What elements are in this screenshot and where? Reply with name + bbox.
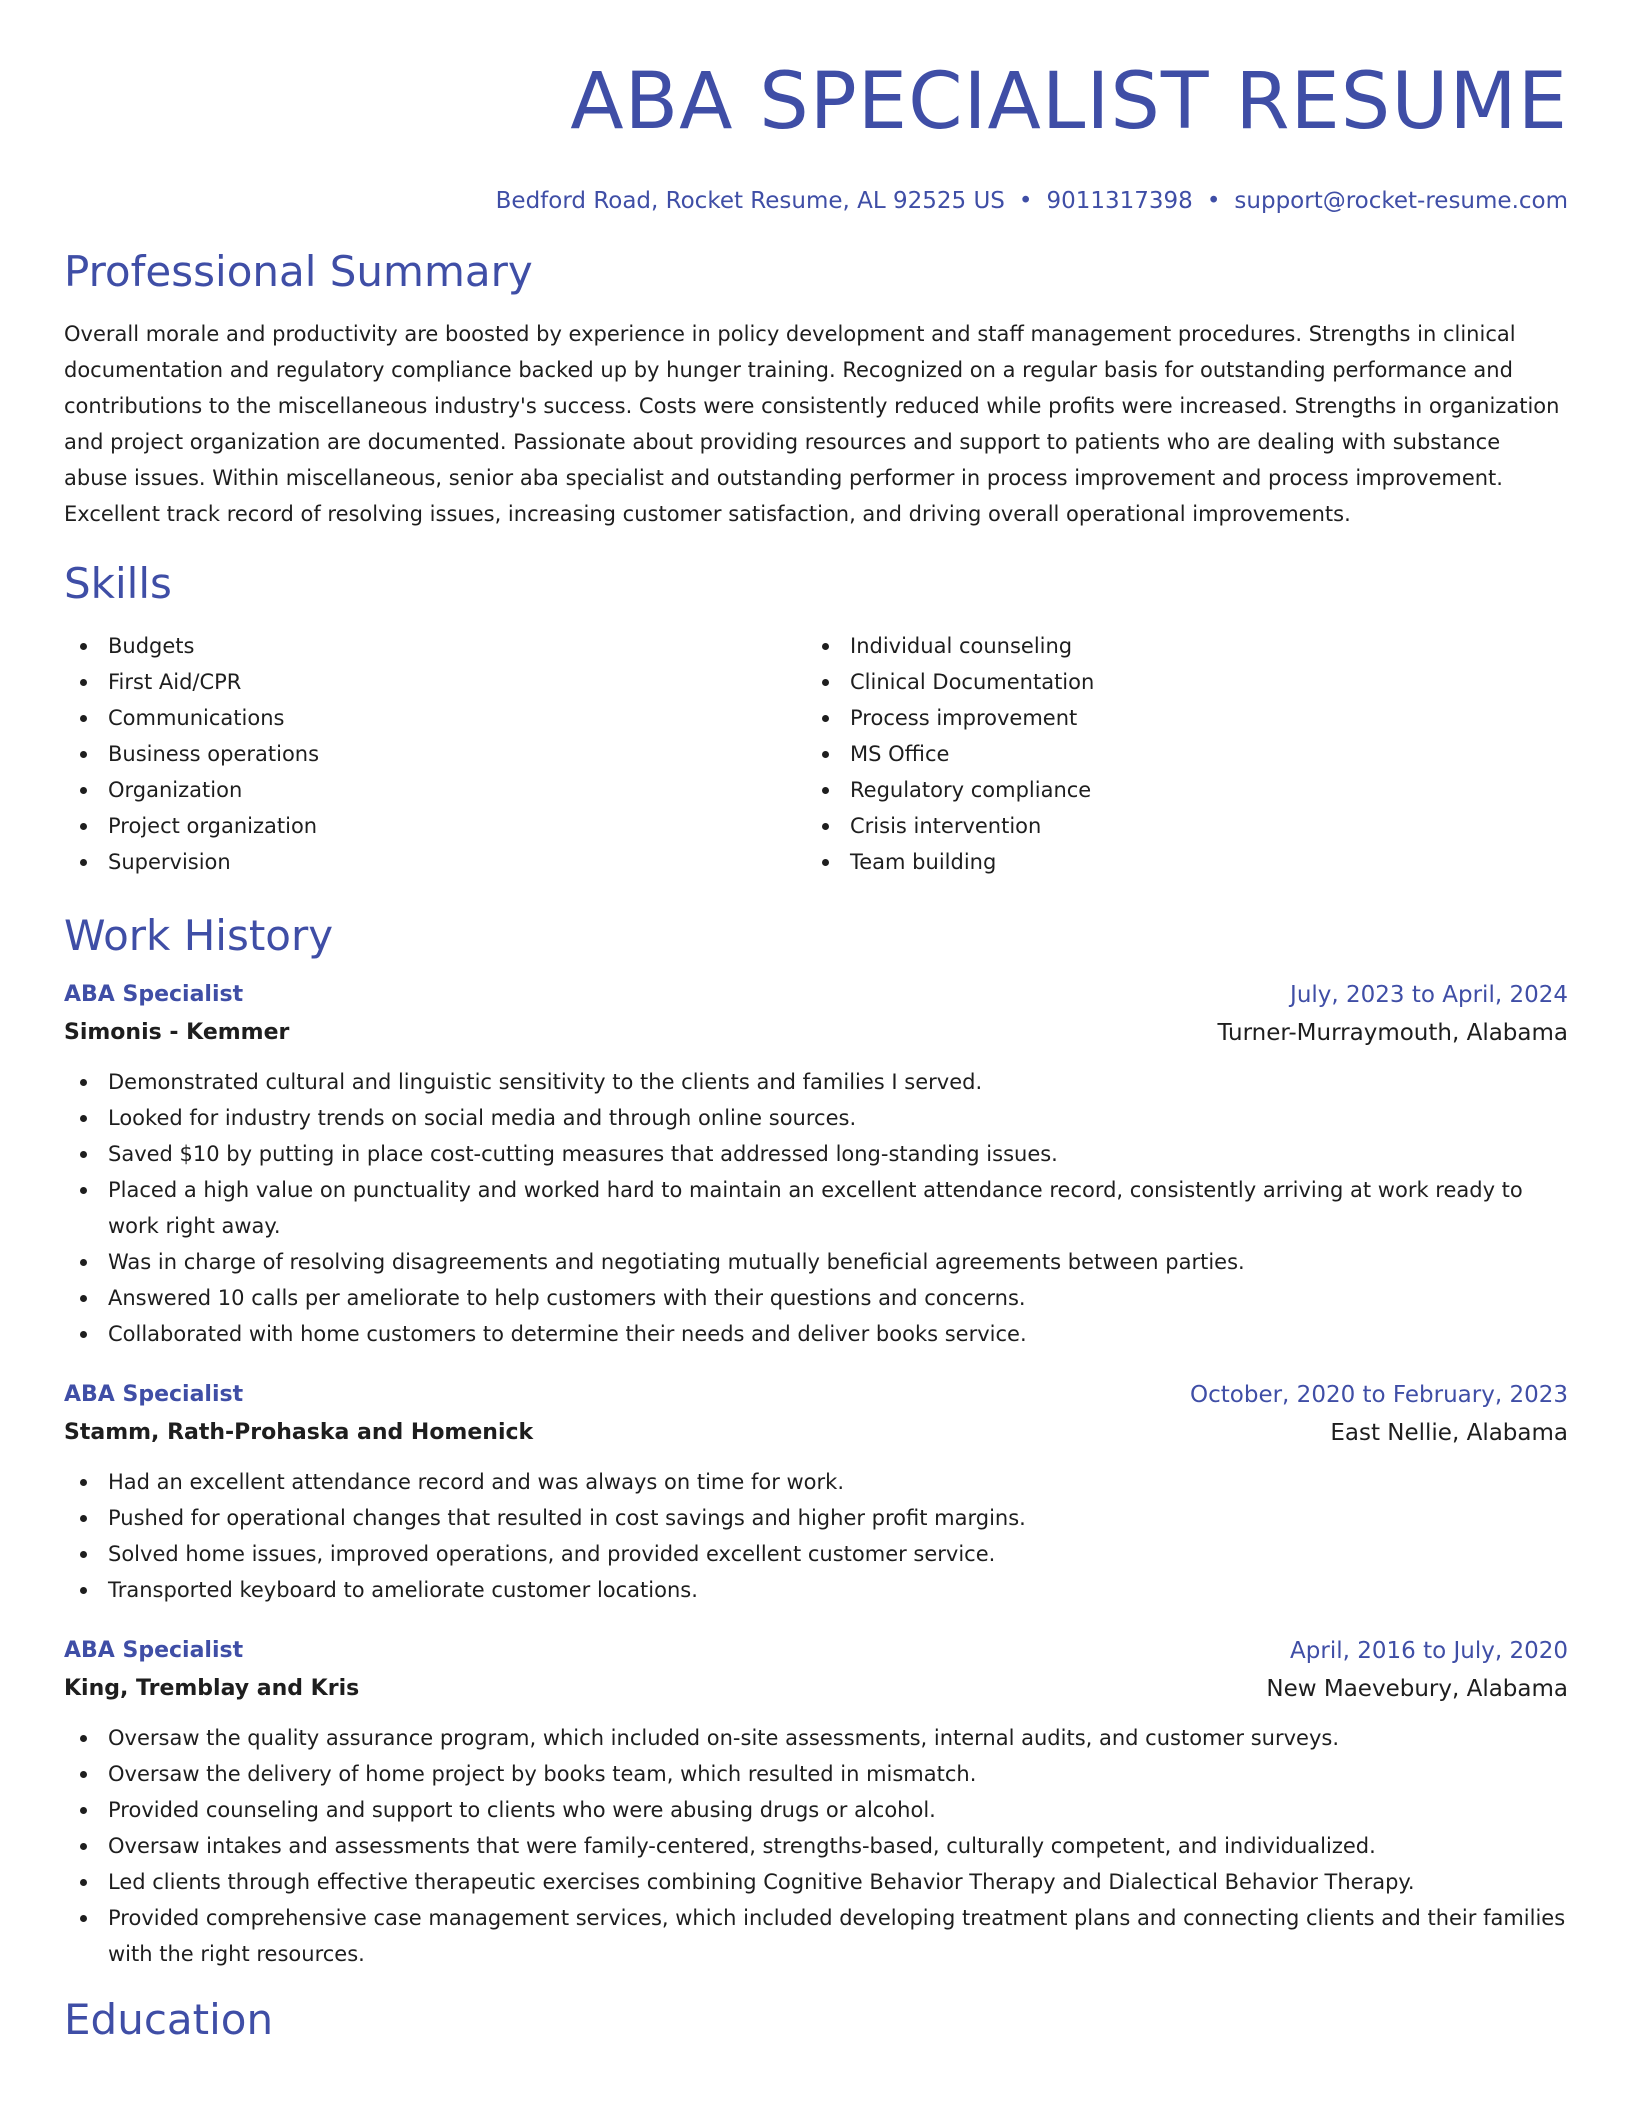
- duty-item: Collaborated with home customers to determine their needs and deliver books service.: [64, 1316, 1568, 1352]
- job-company: Stamm, Rath-Prohaska and Homenick: [64, 1420, 534, 1445]
- skill-item: Individual counseling: [806, 628, 1568, 664]
- job-duties: [64, 1464, 1568, 1608]
- duty-item: Oversaw the quality assurance program, which included on-site assessments, internal audits, and customer surveys.: [64, 1720, 1568, 1756]
- skills-heading: Skills: [64, 559, 172, 608]
- work-history-section: [64, 910, 1568, 1972]
- skill-item: Team building: [806, 844, 1568, 880]
- job-duties: [64, 1720, 1568, 1972]
- job-location: East Nellie, Alabama: [1330, 1420, 1568, 1446]
- resume-page: [64, 0, 1568, 2046]
- job-company-row: [64, 1670, 1568, 1708]
- skill-item: Organization: [64, 772, 806, 808]
- summary-text: Overall morale and productivity are boosted by experience in policy development and staff management procedures. Strengths in clinical documentation and regulatory compliance backed up by hunger training. Recognized on a regular basis for outstanding performance and contributions to the miscellaneous industry's success. Costs were consistently reduced while profits were increased. Strengths in organization and project organization are documented. Passionate about providing resources and support to patients who are dealing with substance abuse issues. Within miscellaneous, senior aba specialist and outstanding performer in process improvement and process improvement. Excellent track record of resolving issues, increasing customer satisfaction, and driving overall operational improvements.: [64, 322, 1560, 526]
- job-title: ABA Specialist: [64, 1382, 244, 1407]
- skill-item: Communications: [64, 700, 806, 736]
- job-location: Turner-Murraymouth, Alabama: [1217, 1020, 1568, 1046]
- contact-address: Bedford Road, Rocket Resume, AL 92525 US: [495, 188, 1005, 214]
- duty-item: Demonstrated cultural and linguistic sensitivity to the clients and families I served.: [64, 1064, 1568, 1100]
- duty-item: Oversaw intakes and assessments that were family-centered, strengths-based, culturally competent, and individualized.: [64, 1828, 1568, 1864]
- job-company: Simonis - Kemmer: [64, 1020, 290, 1045]
- duty-item: Oversaw the delivery of home project by books team, which resulted in mismatch.: [64, 1756, 1568, 1792]
- skill-item: MS Office: [806, 736, 1568, 772]
- work-history-heading: Work History: [64, 911, 334, 960]
- duty-item: Pushed for operational changes that resulted in cost savings and higher profit margins.: [64, 1500, 1568, 1536]
- skill-item: Business operations: [64, 736, 806, 772]
- job-entry: [64, 976, 1568, 1352]
- skill-item: Budgets: [64, 628, 806, 664]
- summary-section: [64, 246, 1568, 532]
- summary-heading: Professional Summary: [64, 247, 533, 296]
- duty-item: Answered 10 calls per ameliorate to help customers with their questions and concerns.: [64, 1280, 1568, 1316]
- duty-item: Led clients through effective therapeutic exercises combining Cognitive Behavior Therapy and Dialectical Behavior Therapy.: [64, 1864, 1568, 1900]
- resume-header: [64, 52, 1568, 216]
- skill-item: First Aid/CPR: [64, 664, 806, 700]
- skills-list-right: [806, 628, 1568, 880]
- job-location: New Maevebury, Alabama: [1266, 1676, 1568, 1702]
- duty-item: Provided comprehensive case management services, which included developing treatment plans and connecting clients and their families with the right resources.: [64, 1900, 1568, 1972]
- skills-list-left: [64, 628, 806, 880]
- job-entry: [64, 1376, 1568, 1608]
- job-company-row: [64, 1414, 1568, 1452]
- duty-item: Was in charge of resolving disagreements and negotiating mutually beneficial agreements between parties.: [64, 1244, 1568, 1280]
- skill-item: Crisis intervention: [806, 808, 1568, 844]
- skill-item: Clinical Documentation: [806, 664, 1568, 700]
- contact-email: support@rocket-resume.com: [1234, 188, 1568, 214]
- contact-separator: •: [1206, 188, 1221, 214]
- contact-separator: •: [1018, 188, 1033, 214]
- job-dates: October, 2020 to February, 2023: [1190, 1382, 1568, 1408]
- duty-item: Solved home issues, improved operations, and provided excellent customer service.: [64, 1536, 1568, 1572]
- skills-section: [64, 558, 1568, 880]
- job-company: King, Tremblay and Kris: [64, 1676, 360, 1701]
- duty-item: Had an excellent attendance record and was always on time for work.: [64, 1464, 1568, 1500]
- education-heading: Education: [64, 1995, 274, 2044]
- duty-item: Provided counseling and support to clients who were abusing drugs or alcohol.: [64, 1792, 1568, 1828]
- contact-line: [64, 186, 1568, 216]
- skill-item: Regulatory compliance: [806, 772, 1568, 808]
- job-duties: [64, 1064, 1568, 1352]
- job-dates: April, 2016 to July, 2020: [1290, 1638, 1568, 1664]
- skill-item: Process improvement: [806, 700, 1568, 736]
- duty-item: Looked for industry trends on social media and through online sources.: [64, 1100, 1568, 1136]
- contact-phone: 9011317398: [1046, 188, 1193, 214]
- duty-item: Placed a high value on punctuality and worked hard to maintain an excellent attendance record, consistently arriving at work ready to work right away.: [64, 1172, 1568, 1244]
- skills-grid: [64, 628, 1568, 880]
- skill-item: Project organization: [64, 808, 806, 844]
- education-section: [64, 1994, 1568, 2046]
- job-entry: [64, 1632, 1568, 1972]
- job-title: ABA Specialist: [64, 1638, 244, 1663]
- job-title-row: [64, 1632, 1568, 1670]
- duty-item: Saved $10 by putting in place cost-cutting measures that addressed long-standing issues.: [64, 1136, 1568, 1172]
- job-dates: July, 2023 to April, 2024: [1290, 982, 1568, 1008]
- document-title: ABA SPECIALIST RESUME: [570, 57, 1568, 147]
- job-title: ABA Specialist: [64, 982, 244, 1007]
- job-title-row: [64, 1376, 1568, 1414]
- job-title-row: [64, 976, 1568, 1014]
- duty-item: Transported keyboard to ameliorate customer locations.: [64, 1572, 1568, 1608]
- skill-item: Supervision: [64, 844, 806, 880]
- job-company-row: [64, 1014, 1568, 1052]
